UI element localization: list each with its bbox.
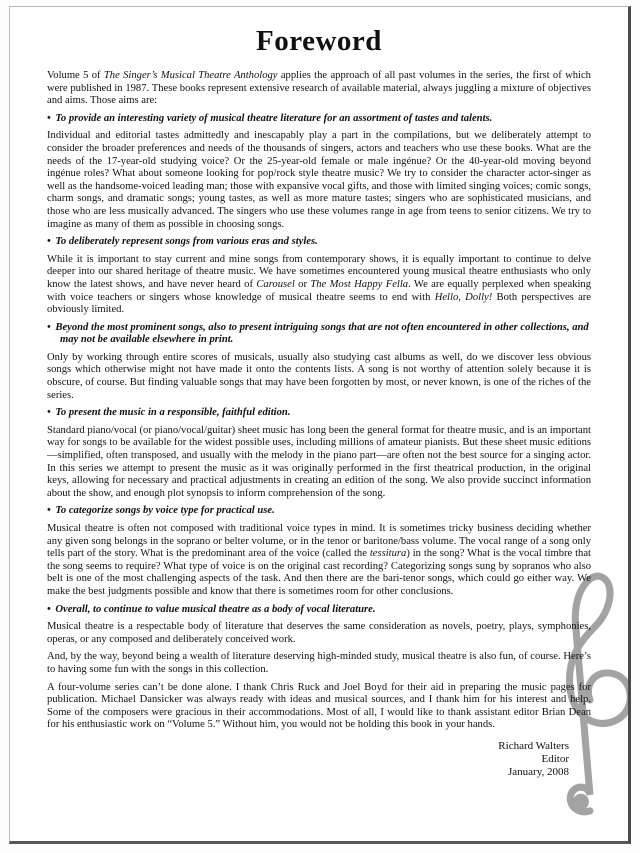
bullet-marker: • [47, 236, 51, 248]
bullet-text: To provide an interesting variety of musical theatre literature for an assortment of tastes and talents. [55, 112, 493, 124]
bullet-text: To categorize songs by voice type for practical use. [55, 505, 275, 517]
paragraph-thanks: A four-volume series can’t be done alone. I thank Chris Ruck and Joel Boyd for their aid in preparing the music pages for publication. Michael Dansicker was always ready with ideas and musical sources, and I thank him for his interest and help. Some of the composers were gracious in their accommodations. Most of all, I would like to thank assistant editor Brian Dean for his enthusiastic work on “Volume 5.” Without him, you would not be holding this book in your hands. [47, 681, 591, 731]
bullet-item-faithful-edition [47, 407, 591, 420]
page-title: Foreword [256, 25, 382, 57]
paragraph-heritage: While it is important to stay current and mine songs from contemporary shows, it is equally important to continue to delve deeper into our shared heritage of theatre music. We have sometimes encountered young musical theatre enthusiasts who only know the latest shows, and have never heard of Carousel or The Most Happy Fella. We are equally perplexed when speaking with voice teachers or singers whose knowledge of musical theatre seems to end with Hello, Dolly! Both perspectives are obviously limited. [47, 253, 592, 316]
bullet-marker: • [47, 505, 51, 517]
bullet-item-variety [47, 113, 591, 126]
signature-block [47, 740, 591, 779]
bullet-marker: • [47, 112, 51, 124]
bullet-text: To present the music in a responsible, faithful edition. [55, 407, 291, 419]
signature-name: Richard Walters [498, 739, 569, 752]
paragraph-tastes: Individual and editorial tastes admittedly and inescapably play a part in the compilations, but we deliberately attempt to consider the broader preferences and needs of the thousands of singers, actors and teachers who use these books. What are the needs of the 17-year-old studying voice? Or the 25-year-old female or male ingénue? Or the 40-year-old moving beyond ingénue roles? What about someone looking for pop/rock style theatre music? We try to consider the character actor-singer as well as the handsome-voiced leading man; those with expansive vocal gifts, and those with limited singing voices; comic songs, charm songs, and dramatic songs; young tastes, as well as more mature tastes; singers who are sophisticated musicians, and those who are less musically advanced. The singers who use these volumes range in age from teens to senior citizens. We try to imagine as many of them as possible in choosing songs. [47, 130, 591, 230]
bullet-item-eras [47, 236, 591, 249]
signature-role: Editor [541, 752, 569, 765]
bullet-text: Overall, to continue to value musical theatre as a body of vocal literature. [55, 603, 376, 615]
bullet-text: To deliberately represent songs from various eras and styles. [55, 236, 318, 248]
paragraph-voice-types: Musical theatre is often not composed with traditional voice types in mind. It is sometimes tricky business deciding whether any given song belongs in the soprano or belter volume, or in the tenor or baritone/bass volume. The vocal range of a song only tells part of the story. What is the predominant area of the voice (called the tessitura) in the song? What is the vocal timbre that the song seems to require? What type of voice is on the original cast recording? Categorizing songs sung by sopranos who also belt is one of the most challenging aspects of the task. And then there are the bari-tenor songs, which could go either way. We make the best judgments possible and know that there is sometimes room for other conclusions. [47, 523, 591, 597]
bullet-marker: • [47, 321, 51, 333]
bullet-item-voice-type [47, 505, 591, 518]
bullet-text: Beyond the most prominent songs, also to present intriguing songs that are not often encountered in other collections, and may not be available elsewhere in print. [55, 321, 589, 346]
intro-paragraph: Volume 5 of The Singer’s Musical Theatre Anthology applies the approach of all past volumes in the series, the first of which were published in 1987. These books represent extensive research of available material, always juggling a mixture of objectives and aims. Those aims are: [47, 70, 591, 107]
paragraph-scores: Only by working through entire scores of musicals, usually also studying cast albums as well, do we discover less obvious songs which otherwise might not have made it onto the contents lists. A song is not worthy of attention solely because it is obscure, of course. But finding valuable songs that may have been forgotten by most, or never known, is one of the riches of the series. [47, 351, 591, 401]
bullet-item-vocal-literature [47, 604, 591, 617]
bullet-marker: • [47, 407, 51, 419]
paragraph-fun: And, by the way, beyond being a wealth of literature deserving high-minded study, musical theatre is also fun, of course. Here’s to having some fun with the songs in this collection. [47, 651, 591, 675]
paragraph-respectable-body: Musical theatre is a respectable body of literature that deserves the same consideration as novels, poetry, plays, symphonies, operas, or any composed and deliberately conceived work. [47, 621, 591, 645]
signature-date: January, 2008 [508, 765, 569, 778]
bullet-item-intriguing-songs [47, 322, 591, 347]
paragraph-editions: Standard piano/vocal (or piano/vocal/guitar) sheet music has long been the general format for theatre music, and is an important way for songs to be available for the widest possible uses, including millions of amateur pianists. But these sheet music editions—simplified, often transposed, and usually with the melody in the piano part—are often not the best source for a singing actor. In this series we attempt to present the music as it was originally performed in the first theatrical production, in the original keys, allowing for necessary and practical adjustments in creating an edition of the song. We also provide succinct information about the show, and enough plot synopsis to inform comprehension of the song. [47, 424, 591, 499]
foreword-page [9, 6, 631, 844]
bullet-marker: • [47, 603, 51, 615]
